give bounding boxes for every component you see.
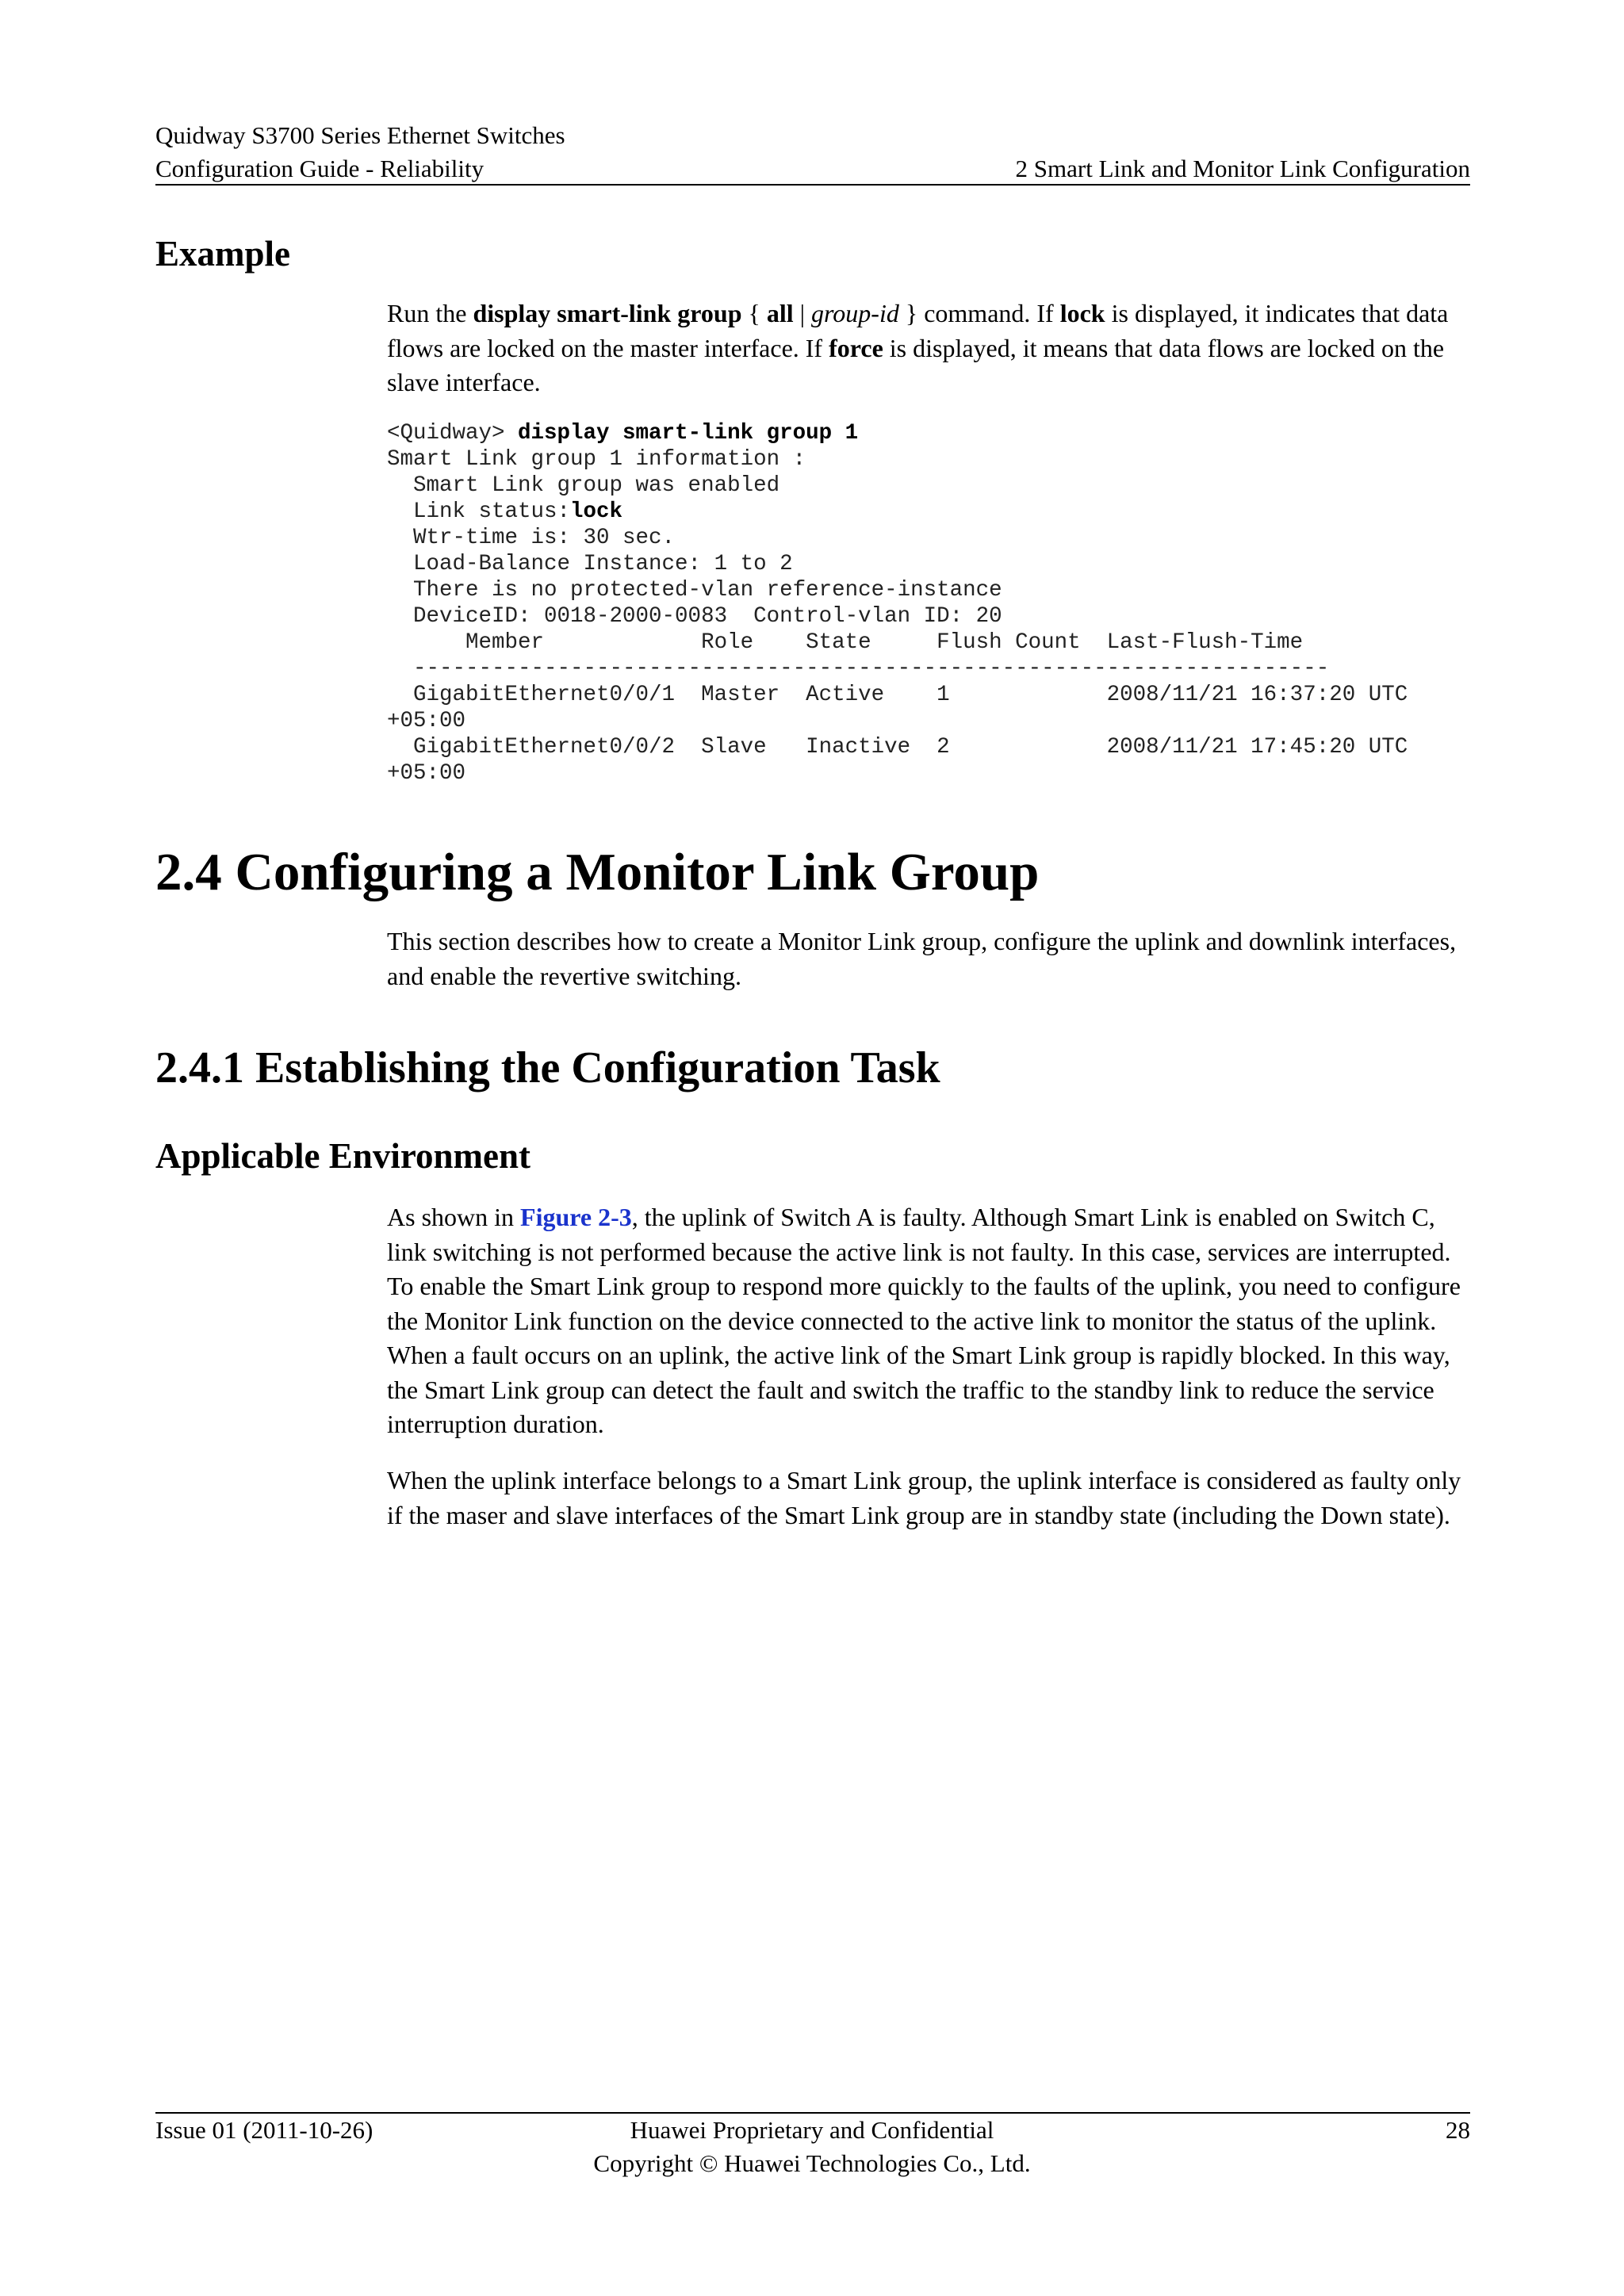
header-chapter: 2 Smart Link and Monitor Link Configuration [1015, 155, 1470, 182]
footer-issue: Issue 01 (2011-10-26) [155, 2116, 373, 2144]
header-guide: Configuration Guide - Reliability [155, 155, 485, 182]
applicable-environment-heading: Applicable Environment [155, 1136, 530, 1176]
section-2-4-heading: 2.4 Configuring a Monitor Link Group [155, 843, 1040, 901]
footer-page-number: 28 [1446, 2116, 1470, 2144]
header-rule [155, 184, 1470, 186]
applicable-environment-paragraph: As shown in Figure 2-3, the uplink of Switch A is faulty. Although Smart Link is enabled on Switch C, link switching is not performed because the active link is not faulty. In this case, services are interrupted. To enable the Smart Link group to respond more quickly to the faults of the uplink, you need to configure the Monitor Link function on the device connected to the active link to monitor the status of the uplink. When a fault occurs on an uplink, the active link of the Smart Link group is rapidly blocked. In this way, the Smart Link group can detect the fault and switch the traffic to the standby link to reduce the service interruption duration. [387, 1203, 1461, 1438]
figure-2-3-link[interactable]: Figure 2-3 [520, 1203, 632, 1231]
example-heading: Example [155, 234, 291, 274]
example-paragraph: Run the display smart-link group { all | group-id } command. If lock is displayed, it indicates that data flows are locked on the master interface. If force is displayed, it means that data flows are locked on the slave interface. [387, 299, 1449, 396]
section-2-4-1-heading: 2.4.1 Establishing the Configuration Task [155, 1043, 940, 1093]
section-2-4-paragraph: This section describes how to create a Monitor Link group, configure the uplink and downlink interfaces, and enable the revertive switching. [387, 927, 1457, 990]
uplink-interface-paragraph: When the uplink interface belongs to a Smart Link group, the uplink interface is considered as faulty only if the maser and slave interfaces of the Smart Link group are in standby state (including the Down state). [387, 1466, 1461, 1529]
cmd-display-smart-link-group: display smart-link group [473, 299, 742, 327]
footer-confidential: Huawei Proprietary and Confidential [630, 2116, 994, 2144]
example-code-block: <Quidway> display smart-link group 1 Smart Link group 1 information : Smart Link group was enabled Link status:lock Wtr-time is: 30 sec. Load-Balance Instance: 1 to 2 There is no protected-vlan reference-instance DeviceID: 0018-2000-0083 Control-vlan ID: 20 Member Role State Flush Count Last-Flush-Time ---------------------------------------------------------------------- GigabitEthernet0/0/1 Master Active 1 2008/11/21 16:37:20 UTC +05:00 GigabitEthernet0/0/2 Slave Inactive 2 2008/11/21 17:45:20 UTC +05:00 [387, 421, 1408, 786]
header-product: Quidway S3700 Series Ethernet Switches [155, 121, 565, 149]
footer-copyright: Copyright © Huawei Technologies Co., Ltd. [593, 2149, 1031, 2177]
